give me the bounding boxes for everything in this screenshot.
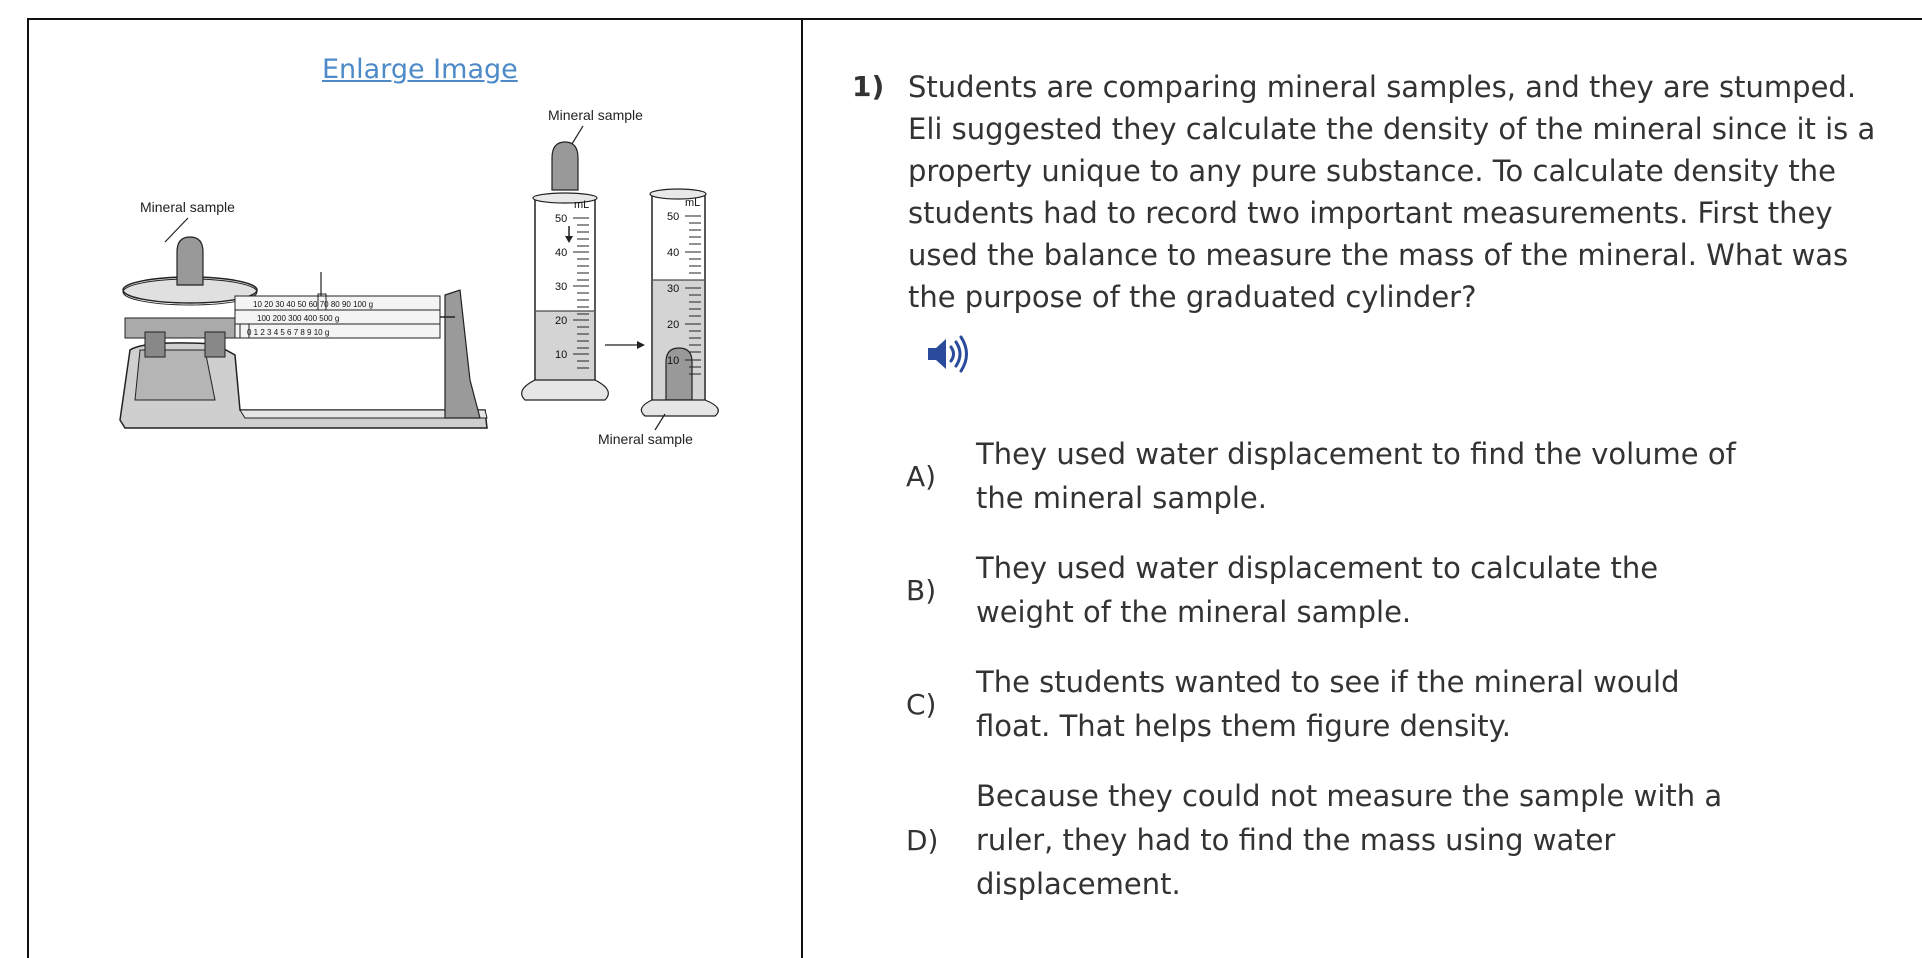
option-b-letter[interactable]: B) xyxy=(906,574,937,607)
beam-top-scale: 10 20 30 40 50 60 70 80 90 100 g xyxy=(253,300,374,309)
option-c-text[interactable]: The students wanted to see if the mineral would float. That helps them figure density. xyxy=(976,665,1680,743)
cylinder-right-tick: 30 xyxy=(667,283,680,295)
option-a-letter[interactable]: A) xyxy=(906,460,937,493)
balance-sample-label: Mineral sample xyxy=(140,199,235,215)
graduated-cylinder-before xyxy=(522,107,643,400)
cylinder-left-tick: 20 xyxy=(555,315,568,327)
question-stem: Students are comparing mineral samples, and they are stumped. Eli suggested they calculate the density of the mineral since it is a property unique to any pure substance. To calculate density the students had to record two important measurements. First they used the balance to measure the mass of the mineral. What was the purpose of the graduated cylinder? xyxy=(908,70,1876,314)
option-b-text[interactable]: They used water displacement to calculate the weight of the mineral sample. xyxy=(976,551,1659,629)
option-d-letter[interactable]: D) xyxy=(906,824,939,857)
question-number: 1) xyxy=(852,70,885,103)
arrow xyxy=(605,341,645,349)
cylinder-top-sample-label: Mineral sample xyxy=(548,107,643,123)
beam-bottom-scale: 0 1 2 3 4 5 6 7 8 9 10 g xyxy=(247,328,330,337)
cylinder-bottom-sample-label: Mineral sample xyxy=(598,431,693,447)
beam-mid-scale: 100 200 300 400 500 g xyxy=(257,314,340,323)
graduated-cylinder-after xyxy=(598,189,718,447)
cylinder-right-tick: 40 xyxy=(667,247,680,259)
cylinder-left-tick: 30 xyxy=(555,281,568,293)
enlarge-image-link[interactable]: Enlarge Image xyxy=(322,54,518,85)
cylinder-right-tick: 10 xyxy=(667,355,680,367)
panel-divider xyxy=(801,18,803,958)
speaker-icon[interactable] xyxy=(926,332,974,380)
cylinder-right-tick: 50 xyxy=(667,211,680,223)
cylinder-left-tick: 10 xyxy=(555,349,568,361)
stimulus-figure xyxy=(85,100,725,460)
option-d-text[interactable]: Because they could not measure the sample with a ruler, they had to find the mass using water displacement. xyxy=(976,779,1723,901)
cylinder-left-tick: 50 xyxy=(555,213,568,225)
cylinder-right-unit: mL xyxy=(685,197,701,209)
cylinder-left-tick: 40 xyxy=(555,247,568,259)
option-a-text[interactable]: They used water displacement to find the volume of the mineral sample. xyxy=(976,437,1736,515)
triple-beam-balance xyxy=(120,199,487,428)
cylinder-left-unit: mL xyxy=(574,199,590,211)
cylinder-right-tick: 20 xyxy=(667,319,680,331)
option-c-letter[interactable]: C) xyxy=(906,688,937,721)
